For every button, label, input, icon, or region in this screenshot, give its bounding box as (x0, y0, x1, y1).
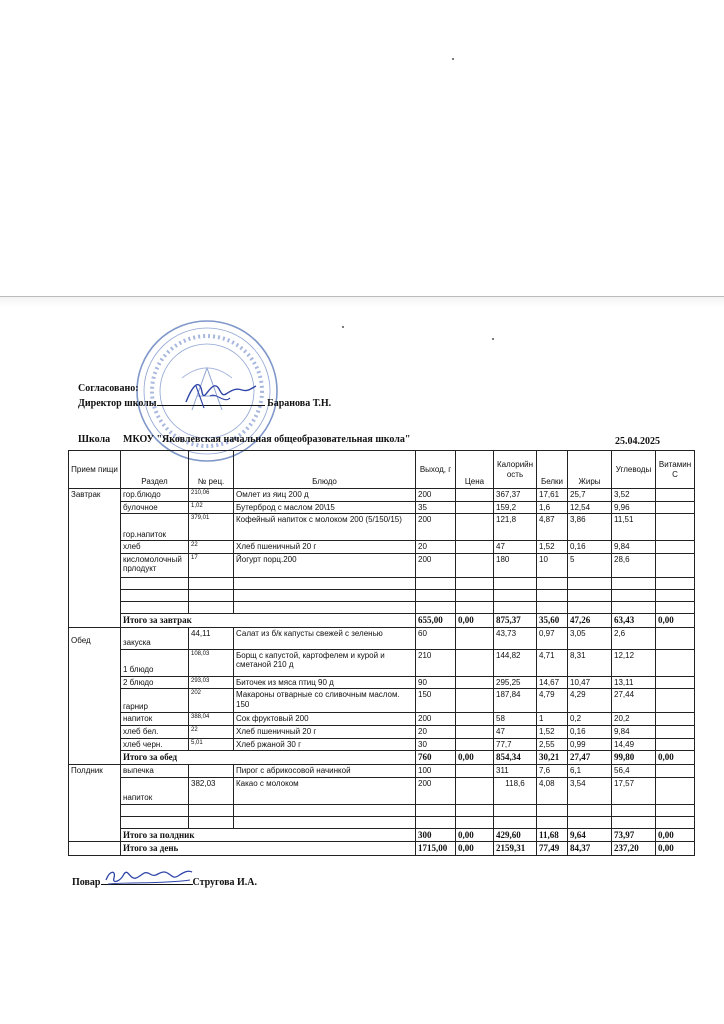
total-price: 0,00 (456, 842, 494, 856)
row-vitamin-c (656, 541, 695, 554)
row-proteins: 10 (537, 553, 568, 577)
col-vitamin-c: Витамин С (656, 451, 695, 489)
col-recipe: № рец. (189, 451, 234, 489)
row-output: 35 (416, 501, 456, 514)
row-recipe: 17 (189, 553, 234, 577)
row-fats: 10,47 (568, 676, 612, 689)
row-section: гор.блюдо (121, 489, 189, 502)
col-proteins: Белки (537, 451, 568, 489)
total-output: 300 (416, 828, 456, 842)
row-dish: Кофейный напиток с молоком 200 (5/150/15) (234, 514, 416, 541)
row-fats: 4,29 (568, 689, 612, 713)
row-proteins: 2,55 (537, 738, 568, 751)
row-proteins: 4,08 (537, 777, 568, 804)
row-dish: Какао с молоком (234, 777, 416, 804)
row-vitamin-c (656, 713, 695, 726)
row-calories: 367,37 (494, 489, 537, 502)
row-dish: Омлет из яиц 200 д (234, 489, 416, 502)
row-output: 30 (416, 738, 456, 751)
total-vitamin-c: 0,00 (656, 842, 695, 856)
director-name: Баранова Т.Н. (267, 398, 332, 409)
director-label: Директор школы (78, 398, 157, 409)
row-proteins: 17,61 (537, 489, 568, 502)
col-carbs: Углеводы (612, 451, 656, 489)
row-section: гор.напиток (121, 514, 189, 541)
row-carbs: 56,4 (612, 764, 656, 777)
row-fats: 6,1 (568, 764, 612, 777)
table-row (69, 738, 695, 751)
total-price: 0,00 (456, 613, 494, 627)
total-price: 0,00 (456, 751, 494, 765)
row-calories: 121,8 (494, 514, 537, 541)
row-fats: 0,16 (568, 725, 612, 738)
total-proteins: 35,60 (537, 613, 568, 627)
row-recipe: 210,06 (189, 489, 234, 502)
col-output: Выход, г (416, 451, 456, 489)
row-calories: 47 (494, 725, 537, 738)
empty-row (69, 589, 695, 601)
total-carbs: 73,97 (612, 828, 656, 842)
row-fats: 5 (568, 553, 612, 577)
row-recipe: 44,11 (189, 627, 234, 649)
menu-table (68, 450, 695, 856)
menu-date: 25.04.2025 (615, 436, 660, 447)
total-carbs: 63,43 (612, 613, 656, 627)
cook-name: Стругова И.А. (192, 877, 257, 888)
row-carbs: 9,84 (612, 541, 656, 554)
row-recipe: 22 (189, 725, 234, 738)
total-proteins: 11,68 (537, 828, 568, 842)
row-price (456, 713, 494, 726)
row-output: 200 (416, 489, 456, 502)
table-row (69, 489, 695, 502)
row-section: булочное (121, 501, 189, 514)
row-recipe: 108,03 (189, 649, 234, 676)
table-row (69, 649, 695, 676)
row-section: выпечка (121, 764, 189, 777)
table-row (69, 627, 695, 649)
col-meal: Прием пищи (69, 451, 121, 489)
row-proteins: 1,52 (537, 725, 568, 738)
row-section: напиток (121, 713, 189, 726)
row-calories: 180 (494, 553, 537, 577)
row-output: 210 (416, 649, 456, 676)
row-carbs: 2,6 (612, 627, 656, 649)
cook-signature (102, 864, 196, 888)
col-section: Раздел (121, 451, 189, 489)
row-carbs: 14,49 (612, 738, 656, 751)
row-price (456, 627, 494, 649)
meal-breakfast: Завтрак (69, 489, 121, 628)
row-calories: 144,82 (494, 649, 537, 676)
row-output: 20 (416, 541, 456, 554)
row-carbs: 27,44 (612, 689, 656, 713)
empty-row (69, 577, 695, 589)
row-price (456, 541, 494, 554)
school-label: Школа (78, 434, 111, 445)
table-row (69, 725, 695, 738)
total-output: 655,00 (416, 613, 456, 627)
table-row (69, 541, 695, 554)
page-fold-edge (0, 296, 724, 307)
total-price: 0,00 (456, 828, 494, 842)
total-output: 760 (416, 751, 456, 765)
row-fats: 0,16 (568, 541, 612, 554)
table-row (69, 514, 695, 541)
row-calories: 159,2 (494, 501, 537, 514)
row-section: хлеб черн. (121, 738, 189, 751)
row-carbs: 11,51 (612, 514, 656, 541)
total-label: Итого за завтрак (121, 613, 416, 627)
row-section: гарнир (121, 689, 189, 713)
col-price: Цена (456, 451, 494, 489)
row-proteins: 1 (537, 713, 568, 726)
row-carbs: 12,12 (612, 649, 656, 676)
total-label: Итого за обед (121, 751, 416, 765)
row-calories: 311 (494, 764, 537, 777)
empty-row (69, 601, 695, 613)
table-row (69, 553, 695, 577)
row-proteins: 0,97 (537, 627, 568, 649)
row-dish: Йогурт порц.200 (234, 553, 416, 577)
row-output: 150 (416, 689, 456, 713)
row-section: хлеб бел. (121, 725, 189, 738)
row-dish: Пирог с абрикосовой начинкой (234, 764, 416, 777)
scan-speck (492, 338, 494, 340)
row-carbs: 28,6 (612, 553, 656, 577)
row-fats: 3,05 (568, 627, 612, 649)
row-price (456, 489, 494, 502)
empty-cell (69, 842, 121, 856)
row-proteins: 1,52 (537, 541, 568, 554)
row-fats: 25,7 (568, 489, 612, 502)
row-calories: 187,84 (494, 689, 537, 713)
row-carbs: 3,52 (612, 489, 656, 502)
total-label: Итого за полдник (121, 828, 416, 842)
row-vitamin-c (656, 777, 695, 804)
row-price (456, 738, 494, 751)
meal-snack: Полдник (69, 764, 121, 841)
table-row (69, 676, 695, 689)
total-calories: 2159,31 (494, 842, 537, 856)
row-recipe: 22 (189, 541, 234, 554)
row-output: 200 (416, 514, 456, 541)
total-fats: 27,47 (568, 751, 612, 765)
row-dish: Борщ с капустой, картофелем и курой и сметаной 210 д (234, 649, 416, 676)
header-row (69, 451, 695, 489)
row-price (456, 689, 494, 713)
row-output: 200 (416, 713, 456, 726)
row-fats: 12,54 (568, 501, 612, 514)
row-vitamin-c (656, 764, 695, 777)
col-calories: Калорийность (494, 451, 537, 489)
row-carbs: 17,57 (612, 777, 656, 804)
row-price (456, 514, 494, 541)
total-fats: 9,64 (568, 828, 612, 842)
row-dish: Хлеб пшеничный 20 г (234, 541, 416, 554)
row-dish: Хлеб пшеничный 20 г (234, 725, 416, 738)
row-recipe: 293,03 (189, 676, 234, 689)
row-price (456, 764, 494, 777)
row-output: 90 (416, 676, 456, 689)
row-vitamin-c (656, 738, 695, 751)
total-carbs: 237,20 (612, 842, 656, 856)
row-recipe: 382,03 (189, 777, 234, 804)
row-price (456, 777, 494, 804)
row-output: 20 (416, 725, 456, 738)
total-fats: 47,26 (568, 613, 612, 627)
row-price (456, 553, 494, 577)
meal-lunch: Обед (69, 627, 121, 764)
row-price (456, 676, 494, 689)
table-row (69, 689, 695, 713)
row-recipe (189, 764, 234, 777)
row-output: 100 (416, 764, 456, 777)
row-vitamin-c (656, 553, 695, 577)
row-section: кисломолочный прлодукт (121, 553, 189, 577)
row-calories: 47 (494, 541, 537, 554)
total-proteins: 30,21 (537, 751, 568, 765)
row-vitamin-c (656, 676, 695, 689)
row-dish: Биточек из мяса птиц 90 д (234, 676, 416, 689)
row-calories: 43,73 (494, 627, 537, 649)
row-carbs: 20,2 (612, 713, 656, 726)
row-recipe: 379,01 (189, 514, 234, 541)
cook-label: Повар (72, 877, 101, 888)
agreed-label: Согласовано: (78, 383, 139, 394)
total-proteins: 77,49 (537, 842, 568, 856)
row-vitamin-c (656, 649, 695, 676)
col-fats: Жиры (568, 451, 612, 489)
total-calories: 875,37 (494, 613, 537, 627)
row-fats: 0,2 (568, 713, 612, 726)
row-proteins: 4,79 (537, 689, 568, 713)
row-carbs: 9,96 (612, 501, 656, 514)
total-row-lunch (69, 751, 695, 765)
empty-row (69, 816, 695, 828)
total-vitamin-c: 0,00 (656, 828, 695, 842)
row-section: закуска (121, 627, 189, 649)
row-recipe: 388,04 (189, 713, 234, 726)
total-vitamin-c: 0,00 (656, 751, 695, 765)
row-proteins: 4,71 (537, 649, 568, 676)
row-section: 2 блюдо (121, 676, 189, 689)
row-recipe: 202 (189, 689, 234, 713)
row-price (456, 649, 494, 676)
scan-speck (452, 58, 454, 60)
total-row-snack (69, 828, 695, 842)
row-section: напиток (121, 777, 189, 804)
row-output: 200 (416, 553, 456, 577)
table-row (69, 777, 695, 804)
row-vitamin-c (656, 501, 695, 514)
row-section: хлеб (121, 541, 189, 554)
total-vitamin-c: 0,00 (656, 613, 695, 627)
total-calories: 854,34 (494, 751, 537, 765)
row-dish: Макароны отварные со сливочным маслом. 150 (234, 689, 416, 713)
row-proteins: 14,67 (537, 676, 568, 689)
row-carbs: 13,11 (612, 676, 656, 689)
row-dish: Бутерброд с маслом 20\15 (234, 501, 416, 514)
row-vitamin-c (656, 489, 695, 502)
empty-row (69, 804, 695, 816)
row-vitamin-c (656, 514, 695, 541)
row-fats: 3,54 (568, 777, 612, 804)
total-output: 1715,00 (416, 842, 456, 856)
total-label: Итого за день (121, 842, 416, 856)
row-proteins: 4,87 (537, 514, 568, 541)
table-row (69, 501, 695, 514)
row-dish: Хлеб ржаной 30 г (234, 738, 416, 751)
total-fats: 84,37 (568, 842, 612, 856)
row-calories: 77,7 (494, 738, 537, 751)
total-row-day (69, 842, 695, 856)
row-output: 60 (416, 627, 456, 649)
row-proteins: 7,6 (537, 764, 568, 777)
row-dish: Сок фруктовый 200 (234, 713, 416, 726)
school-name: МКОУ "Яковлевская начальная общеобразовательная школа" (123, 434, 411, 445)
scan-speck (342, 326, 344, 328)
row-vitamin-c (656, 689, 695, 713)
row-carbs: 9,84 (612, 725, 656, 738)
col-dish: Блюдо (234, 451, 416, 489)
row-vitamin-c (656, 627, 695, 649)
table-row (69, 764, 695, 777)
row-dish: Салат из б/к капусты свежей с зеленью (234, 627, 416, 649)
row-output: 200 (416, 777, 456, 804)
row-fats: 8,31 (568, 649, 612, 676)
row-price (456, 725, 494, 738)
row-calories: 58 (494, 713, 537, 726)
row-proteins: 1,6 (537, 501, 568, 514)
row-section: 1 блюдо (121, 649, 189, 676)
row-recipe: 1,02 (189, 501, 234, 514)
row-calories: 295,25 (494, 676, 537, 689)
row-vitamin-c (656, 725, 695, 738)
total-calories: 429,60 (494, 828, 537, 842)
row-recipe: 5,01 (189, 738, 234, 751)
total-row-breakfast (69, 613, 695, 627)
row-calories: 118,6 (494, 777, 537, 804)
row-fats: 3,86 (568, 514, 612, 541)
row-price (456, 501, 494, 514)
row-fats: 0,99 (568, 738, 612, 751)
director-signature (180, 378, 260, 410)
total-carbs: 99,80 (612, 751, 656, 765)
table-row (69, 713, 695, 726)
